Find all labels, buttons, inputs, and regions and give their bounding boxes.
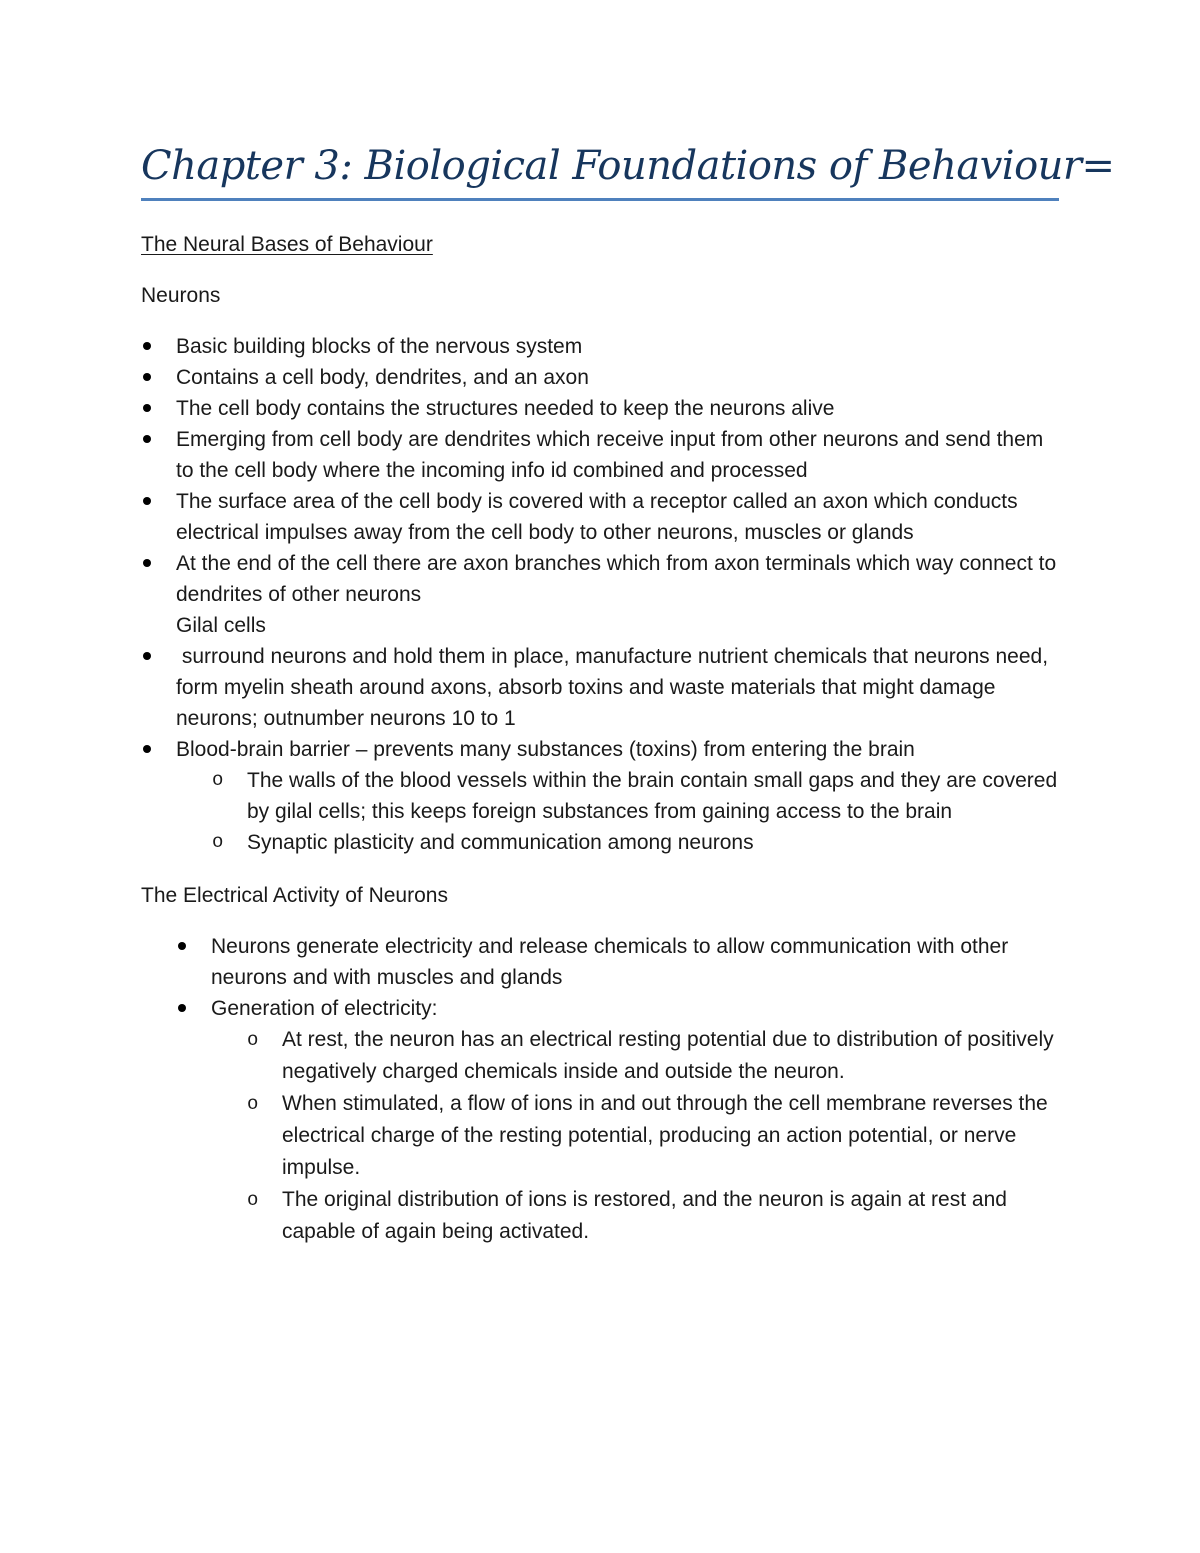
list-item — [141, 734, 1059, 858]
sub-list-item: o The walls of the blood vessels within the brain contain small gaps and they are covered by gilal cells; this keeps foreign substances from gaining access to the brain — [176, 765, 1059, 827]
electricity-sublist — [211, 1024, 1059, 1248]
electrical-bullet-list — [176, 931, 1059, 1248]
list-item — [176, 993, 1059, 1248]
list-item-text: Blood-brain barrier – prevents many substances (toxins) from entering the brain — [176, 738, 915, 761]
list-item: The cell body contains the structures needed to keep the neurons alive — [141, 393, 1059, 424]
list-item: Emerging from cell body are dendrites which receive input from other neurons and send them to the cell body where the incoming info id combined and processed — [141, 424, 1059, 486]
sub-list-item: o When stimulated, a flow of ions in and out through the cell membrane reverses the electrical charge of the resting potential, producing an action potential, or nerve impulse. — [211, 1088, 1059, 1184]
list-item — [141, 548, 1059, 641]
document-body — [141, 229, 1059, 1248]
sub-list-item: o The original distribution of ions is restored, and the neuron is again at rest and capable of again being activated. — [211, 1184, 1059, 1248]
list-item-text: At the end of the cell there are axon branches which from axon terminals which way connect to dendrites of other neurons — [176, 552, 1057, 606]
gilal-cells-label: Gilal cells — [176, 614, 266, 637]
list-item: Basic building blocks of the nervous system — [141, 331, 1059, 362]
sub-list-item: o Synaptic plasticity and communication among neurons — [176, 827, 1059, 858]
title-underline — [141, 198, 1059, 201]
list-item: surround neurons and hold them in place, manufacture nutrient chemicals that neurons need, form myelin sheath around axons, absorb toxins and waste materials that might damage neurons; outnumber neurons 10 to 1 — [141, 641, 1059, 734]
blood-brain-barrier-sublist — [176, 765, 1059, 858]
section-heading-electrical-activity: The Electrical Activity of Neurons — [141, 884, 448, 907]
list-item: Neurons generate electricity and release chemicals to allow communication with other neurons and with muscles and glands — [176, 931, 1059, 993]
subheading-neurons: Neurons — [141, 284, 221, 307]
list-item-text: Generation of electricity: — [211, 997, 438, 1020]
section-heading-neural-bases: The Neural Bases of Behaviour — [141, 233, 433, 256]
sub-list-item: o At rest, the neuron has an electrical resting potential due to distribution of positively negatively charged chemicals inside and outside the neuron. — [211, 1024, 1059, 1088]
list-item: The surface area of the cell body is covered with a receptor called an axon which conducts electrical impulses away from the cell body to other neurons, muscles or glands — [141, 486, 1059, 548]
neurons-bullet-list — [141, 331, 1059, 858]
page-title: Chapter 3: Biological Foundations of Behaviour= — [141, 143, 1115, 189]
list-item: Contains a cell body, dendrites, and an axon — [141, 362, 1059, 393]
